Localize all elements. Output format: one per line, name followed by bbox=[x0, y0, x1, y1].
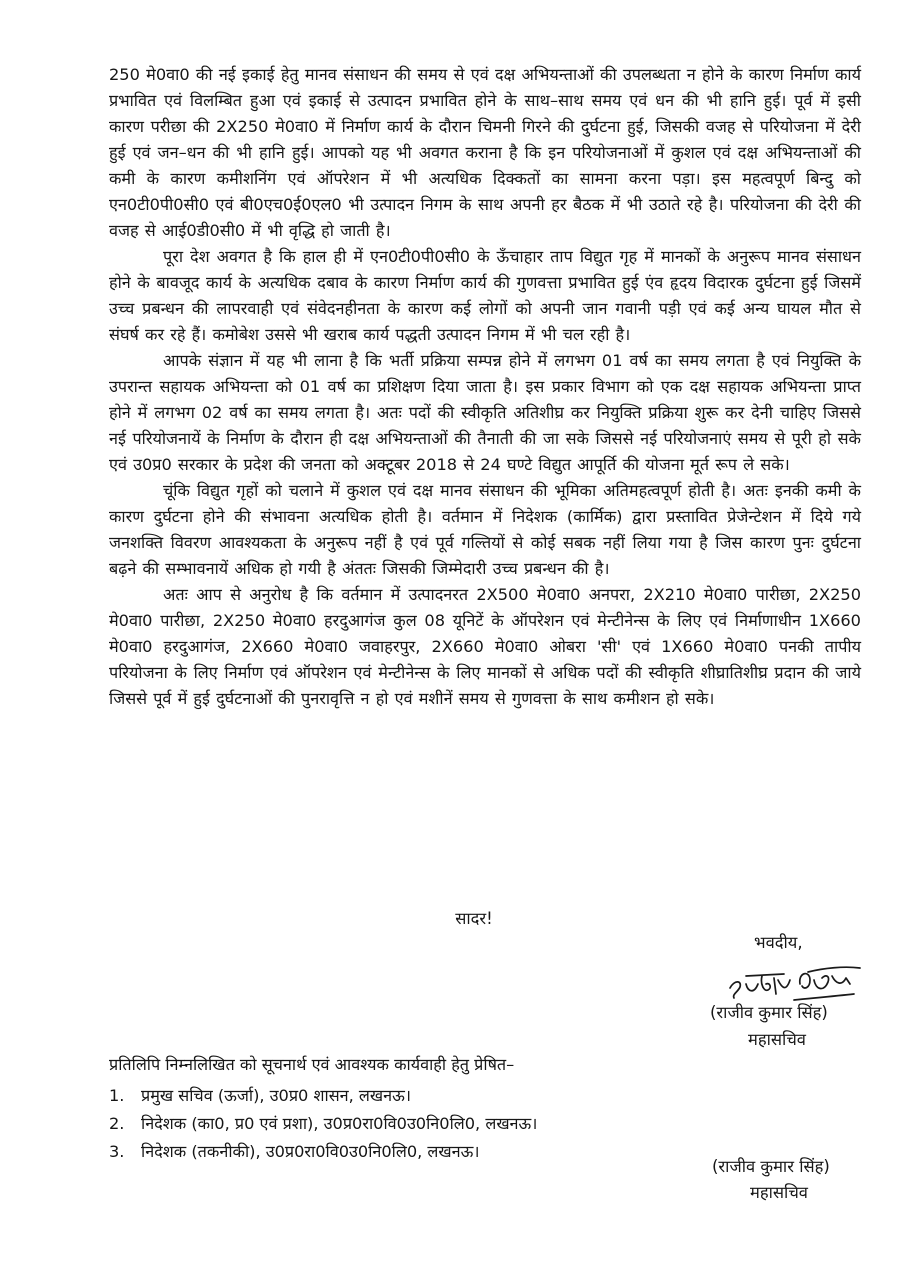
closing-greeting: भवदीय, bbox=[754, 933, 803, 952]
copy-to-heading: प्रतिलिपि निम्नलिखित को सूचनार्थ एवं आवश्यक कार्यवाही हेतु प्रेषित– bbox=[109, 1055, 515, 1074]
list-item-text: निदेशक (का0, प्र0 एवं प्रशा), उ0प्र0रा0वि0उ0नि0लि0, लखनऊ। bbox=[141, 1114, 538, 1133]
paragraph-2: पूरा देश अवगत है कि हाल ही में एन0टी0पी0सी0 के ऊँचाहार ताप विद्युत गृह में मानकों के अनुरूप मानव संसाधन होने के बावजूद कार्य के अत्यधिक दबाव के कारण निर्माण कार्य की गुणवत्ता प्रभावित हुई एंव हृदय विदारक दुर्घटना हुई जिसमें उच्च प्रबन्धन की लापरवाही एवं संवेदनहीनता के कारण कई लोगों को अपनी जान गवानी पड़ी एवं कई अन्य घायल मौत से संघर्ष कर रहे हैं। कमोबेश उससे भी खराब कार्य पद्धती उत्पादन निगम में भी चल रही है। bbox=[109, 247, 861, 344]
list-item bbox=[109, 1082, 869, 1110]
list-item-number: 1. bbox=[109, 1086, 125, 1105]
list-item-text: निदेशक (तकनीकी), उ0प्र0रा0वि0उ0नि0लि0, लखनऊ। bbox=[141, 1142, 480, 1161]
copy-to-section bbox=[109, 1052, 869, 1166]
bottom-signatory-name: (राजीव कुमार सिंह) bbox=[712, 1157, 830, 1176]
paragraph-5: अतः आप से अनुरोध है कि वर्तमान में उत्पादनरत 2X500 मे0वा0 अनपरा, 2X210 मे0वा0 पारीछा, 2X250 मे0वा0 पारीछा, 2X250 मे0वा0 हरदुआगंज कुल 08 यूनिटें के ऑपरेशन एवं मेन्टीनेन्स के लिए एवं निर्माणाधीन 1X660 मे0वा0 हरदुआगंज, 2X660 मे0वा0 जवाहरपुर, 2X660 मे0वा0 ओबरा 'सी' एवं 1X660 मे0वा0 पनकी तापीय परियोजना के लिए निर्माण एवं ऑपरेशन एवं मेन्टीनेन्स के लिए मानकों से अधिक पदों की स्वीकृति शीघ्रातिशीघ्र प्रदान की जाये जिससे पूर्व में हुई दुर्घटनाओं की पुनरावृत्ति न हो एवं मशीनें समय से गुणवत्ता के साथ कमीशन हो सके। bbox=[109, 585, 861, 708]
list-item-text: प्रमुख सचिव (ऊर्जा), उ0प्र0 शासन, लखनऊ। bbox=[141, 1086, 411, 1105]
paragraph-1: 250 मे0वा0 की नई इकाई हेतु मानव संसाधन की समय से एवं दक्ष अभियन्ताओं की उपलब्धता न होने के कारण निर्माण कार्य प्रभावित एवं विलम्बित हुआ एवं इकाई से उत्पादन प्रभावित होने के साथ–साथ समय एवं धन की भी हानि हुई। पूर्व में इसी कारण परीछा की 2X250 मे0वा0 में निर्माण कार्य के दौरान चिमनी गिरने की दुर्घटना हुई, जिसकी वजह से परियोजना में देरी हुई एवं जन–धन की भी हानि हुई। आपको यह भी अवगत कराना है कि इन परियोजनाओं में कुशल एवं दक्ष अभियन्ताओं की कमी के कारण कमीशनिंग एवं ऑपरेशन में भी अत्यधिक दिक्कतों का सामना करना पड़ा। इस महत्वपूर्ण बिन्दु को एन0टी0पी0सी0 एवं बी0एच0ई0एल0 भी उत्पादन निगम के साथ अपनी हर बैठक में भी उठाते रहे है। परियोजना की देरी की वजह से आई0डी0सी0 में भी वृद्धि हो जाती है। bbox=[109, 65, 861, 240]
paragraph-3: आपके संज्ञान में यह भी लाना है कि भर्ती प्रक्रिया सम्पन्न होने में लगभग 01 वर्ष का समय लगता है एवं नियुक्ति के उपरान्त सहायक अभियन्ता को 01 वर्ष का प्रशिक्षण दिया जाता है। इस प्रकार विभाग को एक दक्ष सहायक अभियन्ता प्राप्त होने में लगभग 02 वर्ष का समय लगता है। अतः पदों की स्वीकृति अतिशीघ्र कर नियुक्ति प्रक्रिया शुरू कर देनी चाहिए जिससे नई परियोजनायें के निर्माण के दौरान ही दक्ष अभियन्ताओं की तैनाती की जा सके जिससे नई परियोजनाएं समय से पूरी हो सके एवं उ0प्र0 सरकार के प्रदेश की जनता को अक्टूबर 2018 से 24 घण्टे विद्युत आपूर्ति की योजना मूर्त रूप ले सके। bbox=[109, 351, 861, 474]
list-item-number: 2. bbox=[109, 1114, 125, 1133]
salutation: सादर! bbox=[455, 909, 493, 928]
handwritten-signature bbox=[724, 954, 864, 1002]
bottom-signatory-designation: महासचिव bbox=[750, 1183, 808, 1202]
letter-body bbox=[109, 62, 861, 712]
signatory-designation: महासचिव bbox=[748, 1030, 806, 1049]
list-item bbox=[109, 1110, 869, 1138]
signatory-name: (राजीव कुमार सिंह) bbox=[710, 1003, 828, 1022]
bottom-signature-block bbox=[712, 1154, 830, 1206]
paragraph-4: चूंकि विद्युत गृहों को चलाने में कुशल एवं दक्ष मानव संसाधन की भूमिका अतिमहत्वपूर्ण होती है। अतः इनकी कमी के कारण दुर्घटना होने की संभावना अत्यधिक होती है। वर्तमान में निदेशक (कार्मिक) द्वारा प्रस्तावित प्रेजेन्टेशन में दिये गये जनशक्ति विवरण आवश्यकता के अनुरूप नहीं है एवं पूर्व गल्तियों से कोई सबक नहीं लिया गया है जिस कारण पुनः दुर्घटना बढ़ने की सम्भावनायें अधिक हो गयी है अंततः जिसकी जिम्मेदारी उच्च प्रबन्धन की है। bbox=[109, 481, 861, 578]
list-item-number: 3. bbox=[109, 1142, 125, 1161]
